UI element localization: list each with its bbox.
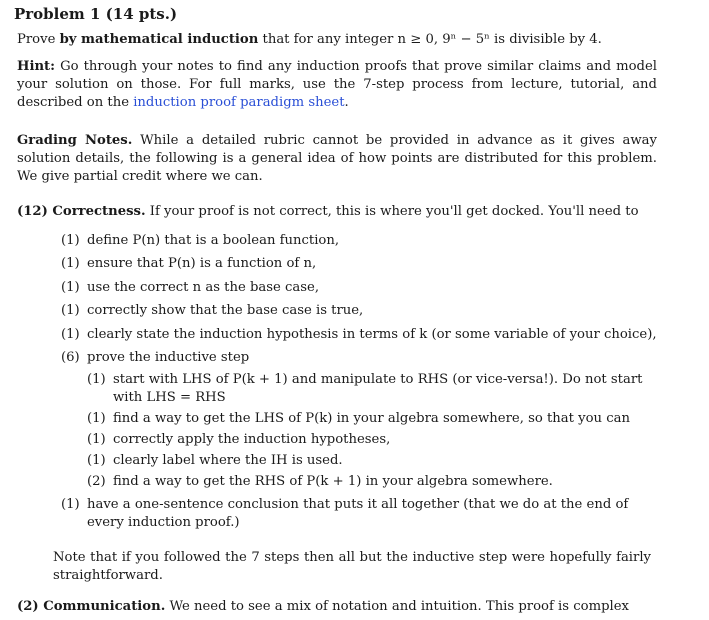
correctness-label: (12) Correctness. xyxy=(17,204,146,219)
item-text: ensure that P(n) is a function of n, xyxy=(87,256,317,272)
item-points: (2) xyxy=(87,473,106,489)
item-points: (1) xyxy=(87,372,106,388)
list-item xyxy=(61,255,661,273)
sublist-item xyxy=(87,452,661,470)
list-item xyxy=(61,496,661,532)
correctness-list xyxy=(61,232,661,538)
item-points: (1) xyxy=(87,431,106,447)
induction-sheet-link[interactable]: induction proof paradigm sheet xyxy=(133,95,345,110)
item-text: correctly apply the induction hypotheses, xyxy=(113,431,391,447)
sublist-item xyxy=(87,473,661,491)
list-item xyxy=(61,232,661,250)
grading-notes-text: While a detailed rubric cannot be provided in advance as it gives away solution details, the following is a general idea of how points are distributed for this problem. We give partial credit where we can. xyxy=(17,133,657,184)
hint-paragraph xyxy=(17,58,657,112)
item-text: prove the inductive step xyxy=(87,350,250,366)
hint-label: Hint: xyxy=(17,59,56,74)
item-points: (1) xyxy=(61,279,80,295)
grading-notes-label: Grading Notes. xyxy=(17,133,133,148)
correctness-heading xyxy=(17,203,657,221)
sublist-item xyxy=(87,410,661,428)
item-text: find a way to get the RHS of P(k + 1) in your algebra somewhere. xyxy=(113,473,553,489)
hint-end: . xyxy=(344,95,349,110)
prompt-text-post: that for any integer n ≥ 0, 9ⁿ − 5ⁿ is divisible by 4. xyxy=(258,32,602,47)
item-text: find a way to get the LHS of P(k) in your algebra somewhere, so that you can xyxy=(113,411,630,426)
grading-notes-paragraph xyxy=(17,132,657,186)
item-text: clearly label where the IH is used. xyxy=(113,452,343,468)
list-item xyxy=(61,279,661,297)
item-text: define P(n) that is a boolean function, xyxy=(87,233,340,248)
sublist-item xyxy=(87,371,661,407)
inductive-step-sublist xyxy=(87,371,661,491)
item-points: (1) xyxy=(61,326,80,342)
item-points: (1) xyxy=(61,233,80,248)
communication-label: (2) Communication. xyxy=(17,599,166,614)
item-points: (1) xyxy=(61,256,80,272)
list-item xyxy=(61,326,661,344)
sublist-item xyxy=(87,431,661,449)
item-points: (1) xyxy=(87,411,106,426)
prompt-text-pre: Prove xyxy=(17,32,60,47)
problem-prompt xyxy=(17,31,657,49)
hint-text: Go through your notes to find any induction proofs that prove similar claims and model your solution on those. For full marks, use the 7-step process from lecture, tutorial, and described on the xyxy=(17,59,657,110)
communication-text: We need to see a mix of notation and intuition. This proof is complex xyxy=(165,599,629,614)
correctness-text: If your proof is not correct, this is where you'll get docked. You'll need to xyxy=(145,204,639,219)
item-text: have a one-sentence conclusion that puts it all together (that we do at the end of every induction proof.) xyxy=(87,497,629,531)
item-points: (1) xyxy=(61,303,80,319)
item-text: correctly show that the base case is true, xyxy=(87,303,364,319)
list-item xyxy=(61,302,661,320)
item-text: use the correct n as the base case, xyxy=(87,279,320,295)
list-item xyxy=(61,349,661,490)
item-points: (1) xyxy=(87,452,106,468)
prompt-text-bold: by mathematical induction xyxy=(59,32,259,47)
communication-heading xyxy=(17,598,657,616)
item-text: clearly state the induction hypothesis in terms of k (or some variable of your choice), xyxy=(87,326,657,342)
item-points: (6) xyxy=(61,350,80,366)
item-text: start with LHS of P(k + 1) and manipulate to RHS (or vice-versa!). Do not start with LHS = RHS xyxy=(113,372,643,406)
note-paragraph: Note that if you followed the 7 steps then all but the inductive step were hopefully fairly straightforward. xyxy=(53,550,651,583)
problem-title: Problem 1 (14 pts.) xyxy=(14,5,178,23)
item-points: (1) xyxy=(61,497,80,513)
